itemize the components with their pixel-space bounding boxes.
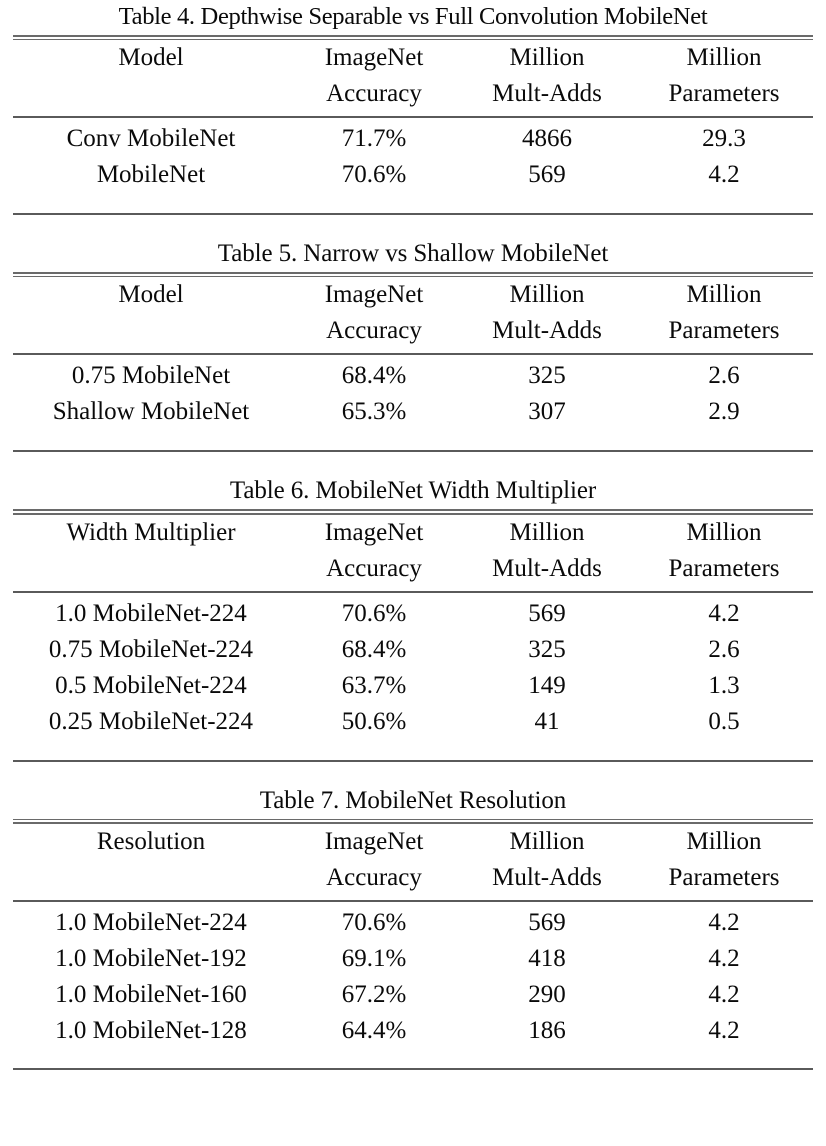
table-row (13, 977, 813, 1013)
table-header-row-1 (13, 40, 813, 76)
column-header: ImageNet (324, 44, 424, 72)
column-header: Accuracy (326, 863, 422, 891)
cell-mult-adds: 325 (528, 635, 566, 663)
table-row (13, 157, 813, 193)
column-header: Mult-Adds (492, 317, 602, 345)
cell-resolution: 1.0 MobileNet-224 (55, 908, 247, 936)
table-bottom-rule-7 (0, 1068, 826, 1070)
table-4-body (13, 121, 813, 193)
table-row (13, 1013, 813, 1049)
table-header-row-1 (13, 277, 813, 313)
table-6-body (13, 596, 813, 740)
cell-accuracy: 70.6% (341, 161, 407, 189)
column-header: Parameters (668, 863, 780, 891)
column-header: Mult-Adds (492, 863, 602, 891)
table-header-row-2 (13, 76, 813, 112)
column-header: Million (509, 44, 585, 72)
column-header: Accuracy (326, 554, 422, 582)
cell-width-multiplier: 0.25 MobileNet-224 (48, 707, 254, 735)
column-header: Million (686, 281, 762, 309)
table-header-row-2 (13, 313, 813, 349)
rule-line (13, 35, 813, 37)
column-header (13, 76, 289, 112)
cell-parameters: 29.3 (702, 125, 746, 153)
cell-parameters: 0.5 (708, 707, 740, 735)
cell-parameters: 4.2 (708, 944, 740, 972)
table-block-5 (0, 215, 826, 452)
cell-accuracy: 63.7% (341, 671, 407, 699)
table-4 (13, 40, 813, 112)
cell-parameters: 2.6 (708, 362, 740, 390)
cell-mult-adds: 307 (528, 398, 566, 426)
cell-accuracy: 70.6% (341, 599, 407, 627)
column-header: Accuracy (326, 317, 422, 345)
cell-accuracy: 68.4% (341, 635, 407, 663)
cell-accuracy: 65.3% (341, 398, 407, 426)
cell-parameters: 4.2 (708, 908, 740, 936)
cell-mult-adds: 418 (528, 944, 566, 972)
cell-resolution: 1.0 MobileNet-128 (55, 1016, 247, 1044)
table-mid-rule-6 (0, 591, 826, 593)
cell-mult-adds: 290 (528, 980, 566, 1008)
cell-resolution: 1.0 MobileNet-192 (55, 944, 247, 972)
cell-accuracy: 71.7% (341, 125, 407, 153)
table-caption-6: Table 6. MobileNet Width Multiplier (229, 477, 597, 505)
table-row (13, 668, 813, 704)
column-header: Mult-Adds (492, 80, 602, 108)
rule-line (13, 272, 813, 274)
table-row (13, 394, 813, 430)
column-header: ImageNet (324, 281, 424, 309)
cell-width-multiplier: 0.5 MobileNet-224 (55, 671, 247, 699)
table-caption-4: Table 4. Depthwise Separable vs Full Convolution MobileNet (118, 3, 708, 30)
column-header: Million (686, 518, 762, 546)
rule-line (13, 1068, 813, 1070)
table-row (13, 358, 813, 394)
cell-mult-adds: 569 (528, 908, 566, 936)
column-header: Million (509, 518, 585, 546)
table-block-6 (0, 452, 826, 761)
rule-line (13, 509, 813, 511)
cell-mult-adds: 569 (528, 161, 566, 189)
cell-model: MobileNet (96, 161, 206, 189)
rule-line (13, 819, 813, 821)
column-header: Accuracy (326, 80, 422, 108)
column-header: Model (118, 281, 184, 309)
cell-mult-adds: 325 (528, 362, 566, 390)
column-header: Million (509, 281, 585, 309)
column-header (13, 860, 289, 896)
table-6 (13, 515, 813, 587)
cell-accuracy: 64.4% (341, 1016, 407, 1044)
table-7-body (13, 905, 813, 1049)
cell-model: 0.75 MobileNet (71, 362, 231, 390)
rule-line (13, 900, 813, 902)
table-7 (13, 824, 813, 896)
table-5 (13, 277, 813, 349)
table-row (13, 121, 813, 157)
rule-line (13, 116, 813, 118)
table-block-7 (0, 762, 826, 1070)
cell-parameters: 4.2 (708, 980, 740, 1008)
column-header: Width Multiplier (66, 518, 236, 546)
cell-accuracy: 67.2% (341, 980, 407, 1008)
table-row (13, 596, 813, 632)
column-header: Mult-Adds (492, 554, 602, 582)
table-row (13, 941, 813, 977)
table-header-row-1 (13, 515, 813, 551)
cell-parameters: 4.2 (708, 599, 740, 627)
cell-accuracy: 70.6% (341, 908, 407, 936)
table-header-row-2 (13, 551, 813, 587)
cell-mult-adds: 4866 (522, 125, 572, 153)
cell-parameters: 2.9 (708, 398, 740, 426)
column-header (13, 551, 289, 587)
table-header-row-1 (13, 824, 813, 860)
column-header: Million (686, 827, 762, 855)
cell-mult-adds: 149 (528, 671, 566, 699)
cell-accuracy: 69.1% (341, 944, 407, 972)
table-mid-rule-5 (0, 353, 826, 355)
cell-parameters: 4.2 (708, 1016, 740, 1044)
column-header: ImageNet (324, 518, 424, 546)
table-header-row-2 (13, 860, 813, 896)
table-row (13, 905, 813, 941)
cell-model: Shallow MobileNet (52, 398, 250, 426)
cell-mult-adds: 41 (534, 707, 560, 735)
table-mid-rule-7 (0, 900, 826, 902)
cell-mult-adds: 186 (528, 1016, 566, 1044)
column-header (13, 313, 289, 349)
cell-parameters: 4.2 (708, 161, 740, 189)
cell-width-multiplier: 0.75 MobileNet-224 (48, 635, 254, 663)
cell-mult-adds: 569 (528, 599, 566, 627)
column-header: ImageNet (324, 827, 424, 855)
cell-accuracy: 50.6% (341, 707, 407, 735)
table-row (13, 632, 813, 668)
rule-line (13, 591, 813, 593)
column-header: Million (509, 827, 585, 855)
cell-resolution: 1.0 MobileNet-160 (55, 980, 247, 1008)
table-caption-7: Table 7. MobileNet Resolution (259, 786, 567, 814)
column-header: Model (118, 44, 184, 72)
cell-width-multiplier: 1.0 MobileNet-224 (55, 599, 247, 627)
cell-model: Conv MobileNet (66, 125, 236, 153)
column-header: Parameters (668, 80, 780, 108)
column-header: Parameters (668, 317, 780, 345)
cell-parameters: 1.3 (708, 671, 740, 699)
rule-line (13, 353, 813, 355)
column-header: Resolution (96, 827, 206, 855)
cell-accuracy: 68.4% (341, 362, 407, 390)
table-caption-5: Table 5. Narrow vs Shallow MobileNet (217, 240, 609, 268)
cell-parameters: 2.6 (708, 635, 740, 663)
table-5-body (13, 358, 813, 430)
table-block-4 (0, 0, 826, 215)
column-header: Parameters (668, 554, 780, 582)
table-row (13, 704, 813, 740)
table-mid-rule-4 (0, 116, 826, 118)
column-header: Million (686, 44, 762, 72)
